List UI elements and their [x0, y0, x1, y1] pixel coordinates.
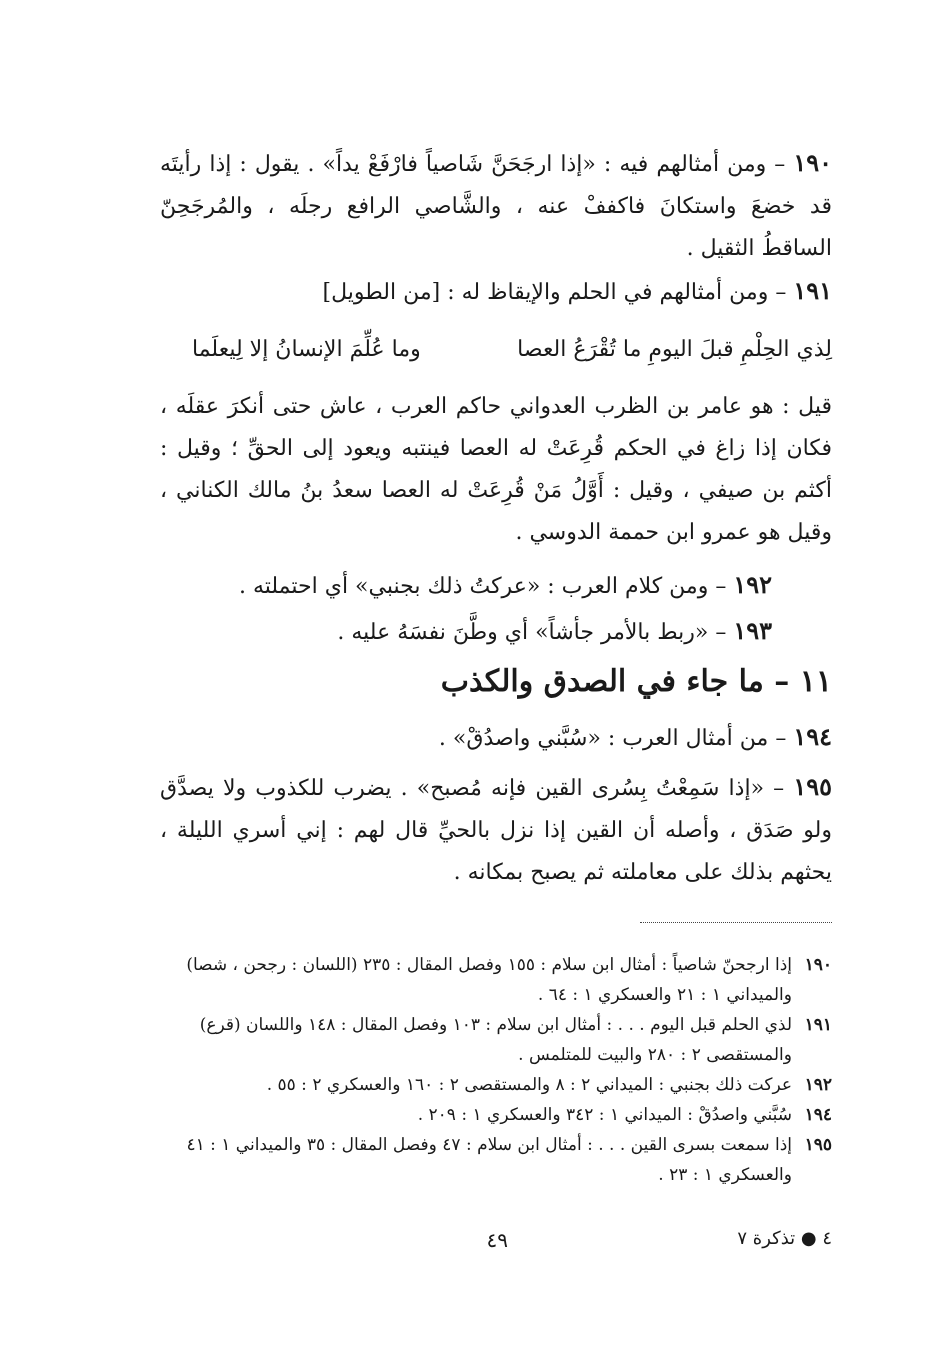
- entry-195-paragraph: [160, 766, 832, 894]
- entry-194: [160, 716, 832, 760]
- footnote-number: ١٩١: [804, 1015, 832, 1035]
- entry-195: [160, 766, 832, 894]
- entry-193-paragraph: [160, 610, 772, 654]
- entry-number: ١٩١: [793, 276, 832, 305]
- footnote-195: [160, 1130, 832, 1160]
- section-heading: [160, 660, 832, 704]
- footnote-number: ١٩٠: [804, 955, 832, 975]
- footnote-text: إذا ارجحنّ شاصياً : أمثال ابن سلام : ١٥٥ وفصل المقال : ٢٣٥ (اللسان : رجحن ، شصا): [186, 955, 792, 975]
- footnote-text: لذي الحلم قبل اليوم . . . : أمثال ابن سلام : ١٠٣ وفصل المقال : ١٤٨ واللسان (قرع): [199, 1015, 792, 1035]
- footnote-192: [160, 1070, 832, 1100]
- entry-192-paragraph: [160, 564, 772, 608]
- entry-text: – ومن كلام العرب : «عركتُ ذلك بجنبي» أي احتملته .: [238, 574, 727, 599]
- commentary-paragraph: قيل : هو عامر بن الظرب العدواني حاكم العرب ، عاش حتى أنكرَ عقلَه ، فكان إذا زاغ في الحكم قُرِعَتْ له العصا فينتبه ويعود إلى الحقِّ ؛ وقيل : أكثم بن صيفي ، وقيل : أَوَّلُ مَنْ قُرِعَتْ له العصا سعدُ بنُ مالك الكناني ، وقيل هو عمرو ابن حممة الدوسي .: [160, 394, 832, 545]
- footnotes: [160, 950, 832, 1190]
- entry-text: – «إذا سَمِعْتُ بِسُرى القين فإنه مُصبح» . يضرب للكذوب ولا يصدَّق ولو صَدَق ، وأصله أن القين إذا نزل بالحيِّ قال لهم : إني أسري الليلة ، يحثهم بذلك على معاملته ثم يصبح بمكانه .: [160, 776, 832, 885]
- footnote-number: ١٩٤: [804, 1105, 832, 1125]
- verse-second-hemistich: وما عُلِّمَ الإنسانُ إلا لِيعلَما: [192, 337, 421, 362]
- entry-text: – ومن أمثالهم في الحلم والإيقاظ له : [من الطويل]: [322, 280, 787, 305]
- entry-191: [160, 270, 832, 314]
- entry-text: – من أمثال العرب : «سُبَّني واصدُقْ» .: [438, 726, 787, 751]
- poetry-verse: [192, 330, 832, 370]
- section-number: ١١: [799, 664, 832, 699]
- verse-first-hemistich: لِذي الحِلْمِ قبلَ اليومِ ما تُقْرَعُ العصا: [517, 337, 832, 362]
- footnote-continuation: والعسكري ١ : ٢٣ .: [658, 1165, 792, 1185]
- footnote-text: إذا سمعت بسرى القين . . . : أمثال ابن سلام : ٤٧ وفصل المقال : ٣٥ والميداني ١ : ٤١: [186, 1135, 792, 1155]
- footnote-separator: [640, 922, 832, 923]
- entry-194-paragraph: [160, 716, 832, 760]
- footnote-191: [160, 1010, 832, 1040]
- page-number: ٤٩: [486, 1228, 508, 1252]
- footnote-190: [160, 950, 832, 980]
- footnote-continuation: والميداني ١ : ٢١ والعسكري ١ : ٦٤ .: [537, 985, 792, 1005]
- entry-number: ١٩٥: [793, 772, 832, 801]
- footnote-text: عركت ذلك بجنبي : الميداني ٢ : ٨ والمستقصى ٢ : ١٦٠ والعسكري ٢ : ٥٥ .: [266, 1075, 792, 1095]
- footnote-text: سُبَّني واصدُقْ : الميداني ١ : ٣٤٢ والعسكري ١ : ٢٠٩ .: [417, 1105, 792, 1125]
- footnote-continuation: والمستقصى ٢ : ٢٨٠ والبيت للمتلمس .: [518, 1045, 792, 1065]
- section-title: – ما جاء في الصدق والكذب: [440, 664, 790, 699]
- entry-number: ١٩٠: [793, 148, 832, 177]
- footnote-194: [160, 1100, 832, 1130]
- entry-number: ١٩٣: [733, 616, 772, 645]
- entry-191-paragraph: [160, 270, 832, 314]
- entry-190: [160, 142, 832, 270]
- entry-193: [160, 610, 832, 654]
- entry-number: ١٩٤: [793, 722, 832, 751]
- signature-mark: ٤ ● تذكرة ٧: [737, 1228, 832, 1249]
- entry-191-commentary: [160, 386, 832, 554]
- footnote-number: ١٩٢: [804, 1075, 832, 1095]
- entry-number: ١٩٢: [733, 570, 772, 599]
- entry-text: – ومن أمثالهم فيه : «إذا ارجَحَنَّ شَاصياً فارْفَعْ يداً» . يقول : إذا رأيتَه قد خضعَ واستكانَ فاكففْ عنه ، والشَّاصي الرافع رجلَه ، والمُرجَحِنّ الساقطُ الثقيل .: [160, 152, 832, 261]
- entry-192: [160, 564, 832, 608]
- footnote-number: ١٩٥: [804, 1135, 832, 1155]
- entry-190-paragraph: [160, 142, 832, 270]
- entry-text: – «ربط بالأمر جأشاً» أي وطَّنَ نفسَهُ عليه .: [337, 620, 727, 645]
